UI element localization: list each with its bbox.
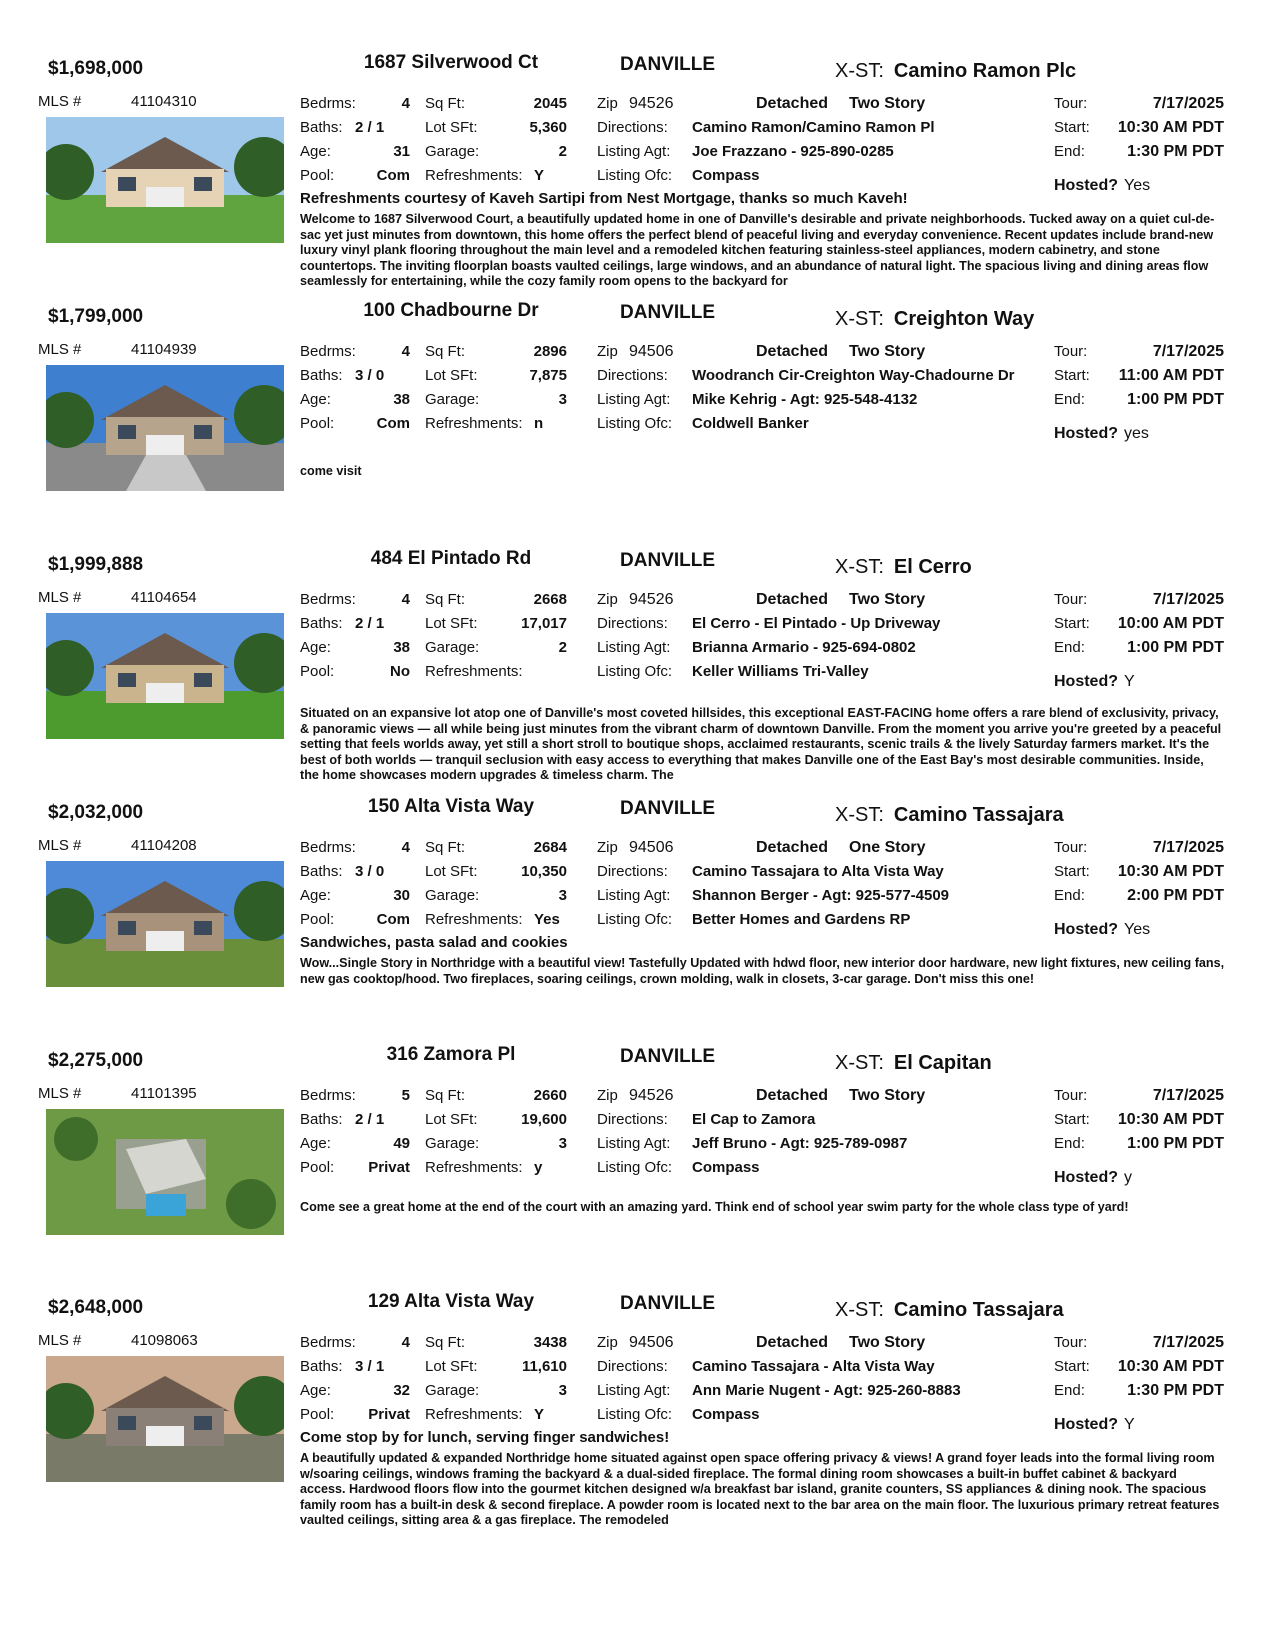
sqft-label: Sq Ft: — [425, 343, 466, 360]
listing-city: DANVILLE — [620, 1046, 715, 1067]
mls-number[interactable]: 41101395 — [131, 1085, 197, 1102]
zip-label: Zip — [597, 1334, 618, 1351]
baths-value: 3 / 0 — [355, 367, 385, 384]
baths-value: 3 / 0 — [355, 863, 385, 880]
sqft-label: Sq Ft: — [425, 95, 466, 112]
listing-description: A beautifully updated & expanded Northridge home situated against open space offering privacy & views! A grand foyer leads into the formal living room w/soaring ceilings, windows framing the backyard & a dual-sided fireplace. The formal dining room showcases a built-in buffet cabinet & backyard access. Hardwood floors flow into the gourmet kitchen designed w/a breakfast bar island, granite counters, SS appliances & dining nook. The spacious family room has a built-in desk & second fireplace. A powder room is located next to the bar area on the main floor. The luxurious primary retreat features vaulted ceilings, sitting area & a gas fireplace. The remodeled — [300, 1451, 1220, 1528]
age-label: Age: — [300, 1382, 331, 1399]
hosted — [1054, 177, 1150, 195]
cross-street-value: El Capitan — [893, 1052, 992, 1074]
start-label: Start: — [1054, 119, 1090, 136]
listing-address[interactable]: 150 Alta Vista Way — [367, 796, 535, 817]
directions-label: Directions: — [597, 615, 668, 632]
refreshments-value: Yes — [534, 911, 560, 928]
mls-label: MLS # — [38, 1085, 82, 1102]
cross-street-value: El Cerro — [893, 556, 972, 578]
mls-label: MLS # — [38, 589, 82, 606]
listing-office-label: Listing Ofc: — [597, 663, 673, 680]
listing-price: $1,799,000 — [48, 306, 144, 327]
listing-city: DANVILLE — [620, 1293, 715, 1314]
hosted-value: Yes — [1124, 177, 1151, 194]
listing-photo[interactable] — [46, 613, 284, 739]
pool-value: Privat — [368, 1159, 410, 1176]
lot-sqft-label: Lot SFt: — [425, 119, 478, 136]
pool-value: Com — [376, 415, 410, 432]
tour-date: 7/17/2025 — [1152, 343, 1224, 360]
mls-number[interactable]: 41104654 — [131, 589, 197, 606]
listing-agent-label: Listing Agt: — [597, 887, 671, 904]
refreshments-label: Refreshments: — [425, 415, 523, 432]
xst-label: X-ST: — [835, 308, 884, 330]
start-time: 10:30 AM PDT — [1117, 1111, 1224, 1128]
garage-value: 3 — [558, 1135, 567, 1152]
tour-label: Tour: — [1054, 1334, 1088, 1351]
start-label: Start: — [1054, 1111, 1090, 1128]
baths-label: Baths: — [300, 367, 343, 384]
mls-label: MLS # — [38, 1332, 82, 1349]
tour-label: Tour: — [1054, 95, 1088, 112]
zip-label: Zip — [597, 1087, 618, 1104]
property-type: Detached — [756, 591, 829, 608]
age-value: 32 — [393, 1382, 410, 1399]
hosted-label: Hosted? — [1054, 1169, 1118, 1186]
lot-sqft-value: 19,600 — [521, 1111, 567, 1128]
listing-office-label: Listing Ofc: — [597, 1406, 673, 1423]
start-time: 10:30 AM PDT — [1117, 863, 1224, 880]
sqft-label: Sq Ft: — [425, 1087, 466, 1104]
sqft-value: 2660 — [533, 1087, 567, 1104]
mls-number[interactable]: 41104310 — [131, 93, 197, 110]
refreshments-label: Refreshments: — [425, 1406, 523, 1423]
age-value: 38 — [393, 639, 410, 656]
bedrooms-label: Bedrms: — [300, 343, 356, 360]
zip-value: 94506 — [629, 839, 674, 856]
property-type: Detached — [756, 343, 829, 360]
end-time: 1:00 PM PDT — [1127, 391, 1224, 408]
listing-remarks-headline: Come stop by for lunch, serving finger sandwiches! — [300, 1429, 670, 1446]
zip-label: Zip — [597, 591, 618, 608]
bedrooms-value: 4 — [401, 1334, 410, 1351]
mls-number[interactable]: 41104208 — [131, 837, 197, 854]
listing-agent-label: Listing Agt: — [597, 143, 671, 160]
listing-agent-value: Joe Frazzano - 925-890-0285 — [692, 143, 894, 160]
cross-street-value: Camino Tassajara — [893, 804, 1064, 826]
garage-label: Garage: — [425, 1382, 480, 1399]
listing-description: Come see a great home at the end of the court with an amazing yard. Think end of school year swim party for the whole class type of yard! — [300, 1200, 1129, 1214]
bedrooms-label: Bedrms: — [300, 95, 356, 112]
listing-description: Situated on an expansive lot atop one of Danville's most coveted hillsides, this exceptional EAST-FACING home offers a rare blend of exclusivity, privacy, & panoramic views — all while being just minutes from the vibrant charm of downtown Danville. From the moment you arrive you're greeted by a peaceful setting that feels worlds away, yet still a short stroll to boutique shops, acclaimed restaurants, scenic trails & the lively Saturday farmers market. It's the best of both worlds — tranquil seclusion with easy access to everything that makes Danville one of the East Bay's most desirable communities. Inside, the home showcases modern upgrades & timeless charm. The — [300, 706, 1222, 783]
cross-street-value: Creighton Way — [893, 308, 1035, 330]
house-photo-image — [46, 613, 284, 739]
lot-sqft-label: Lot SFt: — [425, 367, 478, 384]
listing-photo[interactable] — [46, 861, 284, 987]
bedrooms-label: Bedrms: — [300, 591, 356, 608]
refreshments-value: n — [534, 415, 544, 432]
bedrooms-value: 4 — [401, 95, 410, 112]
listing-agent-value: Mike Kehrig - Agt: 925-548-4132 — [692, 391, 918, 408]
listing-price: $2,032,000 — [48, 802, 144, 823]
pool-label: Pool: — [300, 1406, 335, 1423]
garage-label: Garage: — [425, 391, 480, 408]
listing-card — [0, 52, 1275, 318]
mls-label: MLS # — [38, 341, 82, 358]
hosted-value: Yes — [1124, 921, 1151, 938]
age-value: 49 — [393, 1135, 410, 1152]
cross-street-value: Camino Tassajara — [893, 1299, 1064, 1321]
sqft-value: 2045 — [533, 95, 567, 112]
garage-label: Garage: — [425, 1135, 480, 1152]
lot-sqft-value: 5,360 — [529, 119, 567, 136]
lot-sqft-label: Lot SFt: — [425, 863, 478, 880]
end-label: End: — [1054, 1382, 1085, 1399]
zip-label: Zip — [597, 839, 618, 856]
listing-office-label: Listing Ofc: — [597, 167, 673, 184]
refreshments-label: Refreshments: — [425, 167, 523, 184]
house-photo-image — [46, 1356, 284, 1482]
sqft-value: 2896 — [533, 343, 567, 360]
hosted-label: Hosted? — [1054, 921, 1118, 938]
baths-value: 2 / 1 — [355, 119, 385, 136]
listing-description: Wow...Single Story in Northridge with a beautiful view! Tastefully Updated with hdwd floor, new interior door hardware, new light fixtures, new ceiling fans, new gas cooktop/hood. Two fireplaces, soaring ceilings, crown molding, walk in closets, 3-car garage. Don't miss this one! — [300, 956, 1225, 986]
listing-photo[interactable] — [46, 365, 284, 491]
lot-sqft-label: Lot SFt: — [425, 1358, 478, 1375]
refreshments-value: y — [534, 1159, 543, 1176]
xst-label: X-ST: — [835, 804, 884, 826]
directions-label: Directions: — [597, 119, 668, 136]
directions-label: Directions: — [597, 1111, 668, 1128]
house-photo-image — [46, 117, 284, 243]
end-label: End: — [1054, 1135, 1085, 1152]
sqft-value: 3438 — [533, 1334, 567, 1351]
baths-label: Baths: — [300, 119, 343, 136]
listing-office-value: Compass — [692, 1159, 760, 1176]
zip-value: 94506 — [629, 343, 674, 360]
listing-photo[interactable] — [46, 1109, 284, 1235]
listing-card — [0, 1291, 1275, 1557]
listing-description: come visit — [300, 464, 362, 478]
listing-office-value: Keller Williams Tri-Valley — [692, 663, 869, 680]
baths-value: 2 / 1 — [355, 1111, 385, 1128]
refreshments-value: Y — [534, 1406, 545, 1423]
sqft-value: 2668 — [533, 591, 567, 608]
end-label: End: — [1054, 143, 1085, 160]
baths-label: Baths: — [300, 615, 343, 632]
age-label: Age: — [300, 887, 331, 904]
start-label: Start: — [1054, 1358, 1090, 1375]
bedrooms-label: Bedrms: — [300, 1334, 356, 1351]
pool-label: Pool: — [300, 415, 335, 432]
age-value: 30 — [393, 887, 410, 904]
directions-value: Camino Ramon/Camino Ramon Pl — [692, 119, 935, 136]
pool-label: Pool: — [300, 911, 335, 928]
listing-agent-label: Listing Agt: — [597, 391, 671, 408]
start-label: Start: — [1054, 863, 1090, 880]
garage-label: Garage: — [425, 639, 480, 656]
start-label: Start: — [1054, 367, 1090, 384]
listing-price: $2,648,000 — [48, 1297, 144, 1318]
cross-street-value: Camino Ramon Plc — [893, 60, 1077, 82]
hosted-value: Y — [1124, 673, 1135, 690]
hosted-value: yes — [1124, 425, 1149, 442]
pool-value: No — [390, 663, 410, 680]
garage-value: 2 — [558, 143, 567, 160]
directions-value: Woodranch Cir-Creighton Way-Chadourne Dr — [692, 367, 1015, 384]
start-time: 10:30 AM PDT — [1117, 1358, 1224, 1375]
listing-card — [0, 300, 1275, 566]
bedrooms-label: Bedrms: — [300, 1087, 356, 1104]
tour-date: 7/17/2025 — [1152, 591, 1224, 608]
listing-office-label: Listing Ofc: — [597, 1159, 673, 1176]
listing-price: $1,999,888 — [48, 554, 144, 575]
directions-value: Camino Tassajara - Alta Vista Way — [692, 1358, 935, 1375]
xst-label: X-ST: — [835, 556, 884, 578]
lot-sqft-value: 7,875 — [529, 367, 567, 384]
pool-label: Pool: — [300, 1159, 335, 1176]
listing-office-value: Compass — [692, 167, 760, 184]
end-label: End: — [1054, 639, 1085, 656]
baths-value: 3 / 1 — [355, 1358, 385, 1375]
property-type: Detached — [756, 1087, 829, 1104]
property-stories: One Story — [849, 839, 926, 856]
lot-sqft-value: 17,017 — [521, 615, 567, 632]
refreshments-label: Refreshments: — [425, 1159, 523, 1176]
listing-card — [0, 796, 1275, 1062]
listing-agent-label: Listing Agt: — [597, 1135, 671, 1152]
listing-card — [0, 1044, 1275, 1310]
directions-label: Directions: — [597, 367, 668, 384]
xst-label: X-ST: — [835, 1299, 884, 1321]
end-time: 2:00 PM PDT — [1127, 887, 1224, 904]
age-label: Age: — [300, 1135, 331, 1152]
tour-date: 7/17/2025 — [1152, 95, 1224, 112]
baths-label: Baths: — [300, 1111, 343, 1128]
listing-agent-label: Listing Agt: — [597, 639, 671, 656]
garage-label: Garage: — [425, 887, 480, 904]
cross-street — [835, 556, 972, 579]
end-time: 1:00 PM PDT — [1127, 639, 1224, 656]
tour-date: 7/17/2025 — [1152, 1087, 1224, 1104]
tour-label: Tour: — [1054, 839, 1088, 856]
bedrooms-value: 5 — [401, 1087, 410, 1104]
directions-value: Camino Tassajara to Alta Vista Way — [692, 863, 944, 880]
zip-value: 94526 — [629, 95, 674, 112]
hosted-value: y — [1124, 1169, 1132, 1186]
listing-price: $2,275,000 — [48, 1050, 144, 1071]
pool-value: Privat — [368, 1406, 410, 1423]
garage-value: 2 — [558, 639, 567, 656]
hosted-label: Hosted? — [1054, 425, 1118, 442]
listing-address[interactable]: 1687 Silverwood Ct — [363, 52, 539, 73]
property-stories: Two Story — [849, 1087, 926, 1104]
listing-city: DANVILLE — [620, 302, 715, 323]
house-photo-image — [46, 861, 284, 987]
refreshments-label: Refreshments: — [425, 663, 523, 680]
bedrooms-value: 4 — [401, 839, 410, 856]
listing-remarks-headline: Refreshments courtesy of Kaveh Sartipi from Nest Mortgage, thanks so much Kaveh! — [300, 190, 908, 207]
end-time: 1:30 PM PDT — [1127, 1382, 1224, 1399]
garage-value: 3 — [558, 1382, 567, 1399]
baths-label: Baths: — [300, 863, 343, 880]
age-label: Age: — [300, 391, 331, 408]
hosted — [1054, 1416, 1135, 1434]
zip-label: Zip — [597, 95, 618, 112]
listing-agent-label: Listing Agt: — [597, 1382, 671, 1399]
directions-value: El Cerro - El Pintado - Up Driveway — [692, 615, 941, 632]
sqft-label: Sq Ft: — [425, 591, 466, 608]
lot-sqft-label: Lot SFt: — [425, 1111, 478, 1128]
mls-number[interactable]: 41104939 — [131, 341, 197, 358]
end-time: 1:00 PM PDT — [1127, 1135, 1224, 1152]
listing-agent-value: Ann Marie Nugent - Agt: 925-260-8883 — [692, 1382, 961, 1399]
bedrooms-label: Bedrms: — [300, 839, 356, 856]
pool-label: Pool: — [300, 663, 335, 680]
cross-street — [835, 1299, 1064, 1322]
tour-label: Tour: — [1054, 591, 1088, 608]
tour-date: 7/17/2025 — [1152, 1334, 1224, 1351]
bedrooms-value: 4 — [401, 343, 410, 360]
hosted-value: Y — [1124, 1416, 1135, 1433]
garage-value: 3 — [558, 887, 567, 904]
age-label: Age: — [300, 143, 331, 160]
pool-value: Com — [376, 911, 410, 928]
hosted — [1054, 1169, 1132, 1187]
listing-price: $1,698,000 — [48, 58, 144, 79]
property-stories: Two Story — [849, 1334, 926, 1351]
refreshments-value: Y — [534, 167, 545, 184]
baths-label: Baths: — [300, 1358, 343, 1375]
mls-label: MLS # — [38, 93, 82, 110]
hosted-label: Hosted? — [1054, 673, 1118, 690]
property-type: Detached — [756, 839, 829, 856]
listing-office-label: Listing Ofc: — [597, 911, 673, 928]
listing-office-label: Listing Ofc: — [597, 415, 673, 432]
lot-sqft-label: Lot SFt: — [425, 615, 478, 632]
listing-photo[interactable] — [46, 1356, 284, 1482]
property-stories: Two Story — [849, 95, 926, 112]
listing-agent-value: Brianna Armario - 925-694-0802 — [692, 639, 916, 656]
listing-description: Welcome to 1687 Silverwood Court, a beautifully updated home in one of Danville's desirable and private neighborhoods. Tucked away on a quiet cul-de-sac yet just minutes from downtown, this home offers the perfect blend of peaceful living and everyday convenience. Recent updates include brand-new luxury vinyl plank flooring throughout the main level and a remodeled kitchen featuring stainless-steel appliances, modern cabinetry, and stone countertops. The inviting floorplan boasts vaulted ceilings, large windows, and an abundance of natural light. The spacious living and dining areas flow seamlessly for entertaining, while the cozy family room opens to the backyard for — [300, 212, 1215, 289]
mls-label: MLS # — [38, 837, 82, 854]
listing-city: DANVILLE — [620, 550, 715, 571]
zip-value: 94526 — [629, 1087, 674, 1104]
hosted-label: Hosted? — [1054, 1416, 1118, 1433]
property-stories: Two Story — [849, 591, 926, 608]
bedrooms-value: 4 — [401, 591, 410, 608]
sqft-label: Sq Ft: — [425, 1334, 466, 1351]
lot-sqft-value: 11,610 — [521, 1358, 567, 1375]
start-time: 11:00 AM PDT — [1118, 367, 1224, 384]
start-time: 10:30 AM PDT — [1117, 119, 1224, 136]
property-type: Detached — [756, 95, 829, 112]
listing-address[interactable]: 484 El Pintado Rd — [370, 548, 532, 569]
baths-value: 2 / 1 — [355, 615, 385, 632]
xst-label: X-ST: — [835, 60, 884, 82]
xst-label: X-ST: — [835, 1052, 884, 1074]
zip-value: 94526 — [629, 591, 674, 608]
property-type: Detached — [756, 1334, 829, 1351]
listing-city: DANVILLE — [620, 54, 715, 75]
listing-office-value: Coldwell Banker — [692, 415, 809, 432]
directions-label: Directions: — [597, 863, 668, 880]
listing-agent-value: Jeff Bruno - Agt: 925-789-0987 — [692, 1135, 908, 1152]
mls-number[interactable]: 41098063 — [131, 1332, 198, 1349]
age-value: 38 — [393, 391, 410, 408]
start-label: Start: — [1054, 615, 1090, 632]
end-label: End: — [1054, 391, 1085, 408]
zip-label: Zip — [597, 343, 618, 360]
listing-office-value: Better Homes and Gardens RP — [692, 911, 911, 928]
listing-address[interactable]: 100 Chadbourne Dr — [363, 300, 539, 321]
listing-agent-value: Shannon Berger - Agt: 925-577-4509 — [692, 887, 950, 904]
listing-card — [0, 548, 1275, 814]
cross-street — [835, 1052, 992, 1075]
end-time: 1:30 PM PDT — [1127, 143, 1224, 160]
sqft-label: Sq Ft: — [425, 839, 466, 856]
tour-label: Tour: — [1054, 343, 1088, 360]
cross-street — [835, 804, 1064, 827]
zip-value: 94506 — [629, 1334, 674, 1351]
garage-label: Garage: — [425, 143, 480, 160]
age-value: 31 — [393, 143, 410, 160]
listing-remarks-headline: Sandwiches, pasta salad and cookies — [300, 934, 568, 951]
listing-address[interactable]: 129 Alta Vista Way — [367, 1291, 535, 1312]
directions-label: Directions: — [597, 1358, 668, 1375]
listing-photo[interactable] — [46, 117, 284, 243]
hosted — [1054, 673, 1135, 691]
property-stories: Two Story — [849, 343, 926, 360]
hosted — [1054, 921, 1150, 939]
pool-label: Pool: — [300, 167, 335, 184]
listing-city: DANVILLE — [620, 798, 715, 819]
tour-date: 7/17/2025 — [1152, 839, 1224, 856]
directions-value: El Cap to Zamora — [692, 1111, 816, 1128]
cross-street — [835, 60, 1076, 83]
sqft-value: 2684 — [533, 839, 567, 856]
tour-label: Tour: — [1054, 1087, 1088, 1104]
hosted — [1054, 425, 1149, 443]
end-label: End: — [1054, 887, 1085, 904]
hosted-label: Hosted? — [1054, 177, 1118, 194]
house-photo-image — [46, 365, 284, 491]
refreshments-label: Refreshments: — [425, 911, 523, 928]
garage-value: 3 — [558, 391, 567, 408]
lot-sqft-value: 10,350 — [521, 863, 567, 880]
listing-address[interactable]: 316 Zamora Pl — [386, 1044, 516, 1065]
start-time: 10:00 AM PDT — [1117, 615, 1224, 632]
cross-street — [835, 308, 1034, 331]
house-photo-image — [46, 1109, 284, 1235]
pool-value: Com — [376, 167, 410, 184]
age-label: Age: — [300, 639, 331, 656]
listing-office-value: Compass — [692, 1406, 760, 1423]
